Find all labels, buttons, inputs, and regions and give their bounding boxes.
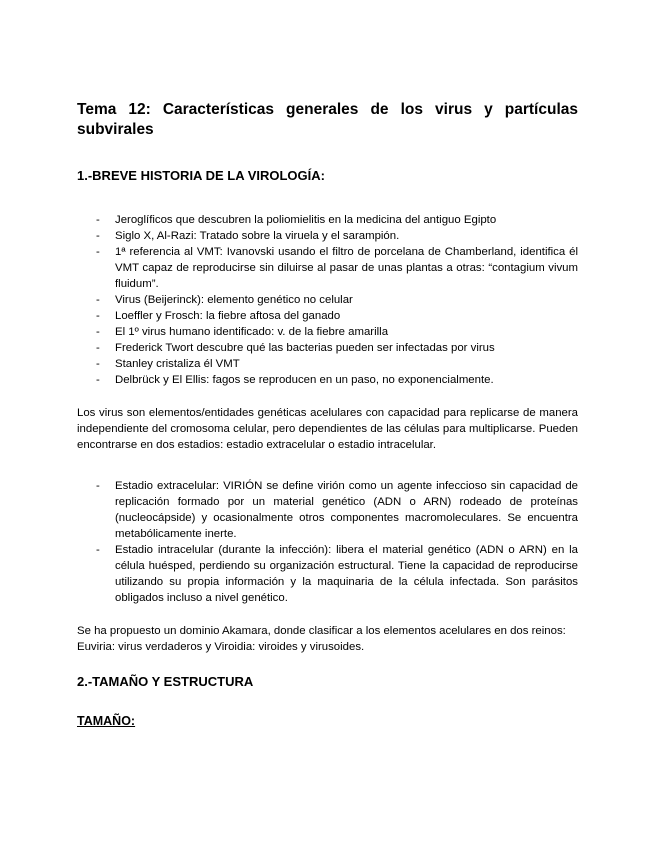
bullet-dash: -	[96, 294, 100, 306]
list-item	[77, 308, 578, 324]
page-title: Tema 12: Características generales de los virus y partículas subvirales	[77, 101, 578, 138]
bullet-dash: -	[96, 230, 100, 242]
bullet-dash: -	[96, 342, 100, 354]
list-item	[77, 244, 578, 292]
list-item	[77, 292, 578, 308]
history-list	[77, 212, 578, 388]
list-item-text: Siglo X, Al-Razi: Tratado sobre la viruela y el sarampión.	[115, 230, 400, 242]
list-item	[77, 212, 578, 228]
bullet-dash: -	[96, 246, 100, 258]
bullet-dash: -	[96, 544, 100, 556]
subheading-size: TAMAÑO:	[77, 714, 136, 728]
list-item-text: Estadio extracelular: VIRIÓN se define virión como un agente infeccioso sin capacidad de replicación formado por un material genético (ADN o ARN) rodeado de proteínas (nucleocápside) y ocasionalmente otros componentes macromoleculares. Se encuentra metabólicamente inerte.	[115, 480, 578, 540]
list-item	[77, 356, 578, 372]
list-item	[77, 372, 578, 388]
list-item-text: Virus (Beijerinck): elemento genético no celular	[115, 294, 353, 306]
bullet-dash: -	[96, 480, 100, 492]
section-heading-size-structure: 2.-TAMAÑO Y ESTRUCTURA	[77, 674, 254, 689]
list-item	[77, 542, 578, 606]
list-item	[77, 478, 578, 542]
list-item-text: Loeffler y Frosch: la fiebre aftosa del ganado	[115, 310, 341, 322]
bullet-dash: -	[96, 310, 100, 322]
list-item	[77, 324, 578, 340]
list-item-text: 1ª referencia al VMT: Ivanovski usando el filtro de porcelana de Chamberland, identifica él VMT capaz de reproducirse sin diluirse al pasar de unas plantas a otras: “contagium vivum fluidum”.	[115, 246, 578, 290]
list-item-text: Estadio intracelular (durante la infección): libera el material genético (ADN o ARN) en la célula huésped, perdiendo su organización estructural. Tiene la capacidad de reproducirse utilizando su propia información y la maquinaria de la célula infectada. Son parásitos obligados incluso a nivel genético.	[115, 544, 578, 604]
virus-definition-paragraph: Los virus son elementos/entidades genéticas acelulares con capacidad para replicarse de manera independiente del cromosoma celular, pero dependientes de las células para multiplicarse. Pueden encontrarse en dos estadios: estadio extracelular o estadio intracelular.	[77, 407, 578, 451]
bullet-dash: -	[96, 326, 100, 338]
domain-paragraph: Se ha propuesto un dominio Akamara, donde clasificar a los elementos acelulares en dos reinos: Euviria: virus verdaderos y Viroidia: viroides y virusoides.	[77, 625, 566, 653]
bullet-dash: -	[96, 374, 100, 386]
list-item-text: Stanley cristaliza él VMT	[115, 358, 240, 370]
list-item-text: El 1º virus humano identificado: v. de la fiebre amarilla	[115, 326, 389, 338]
bullet-dash: -	[96, 214, 100, 226]
list-item-text: Frederick Twort descubre qué las bacterias pueden ser infectadas por virus	[115, 342, 495, 354]
bullet-dash: -	[96, 358, 100, 370]
stages-list	[77, 478, 578, 606]
list-item-text: Delbrück y El Ellis: fagos se reproducen en un paso, no exponencialmente.	[115, 374, 494, 386]
list-item	[77, 340, 578, 356]
list-item	[77, 228, 578, 244]
section-heading-history: 1.-BREVE HISTORIA DE LA VIROLOGÍA:	[77, 168, 325, 183]
list-item-text: Jeroglíficos que descubren la poliomielitis en la medicina del antiguo Egipto	[115, 214, 497, 226]
